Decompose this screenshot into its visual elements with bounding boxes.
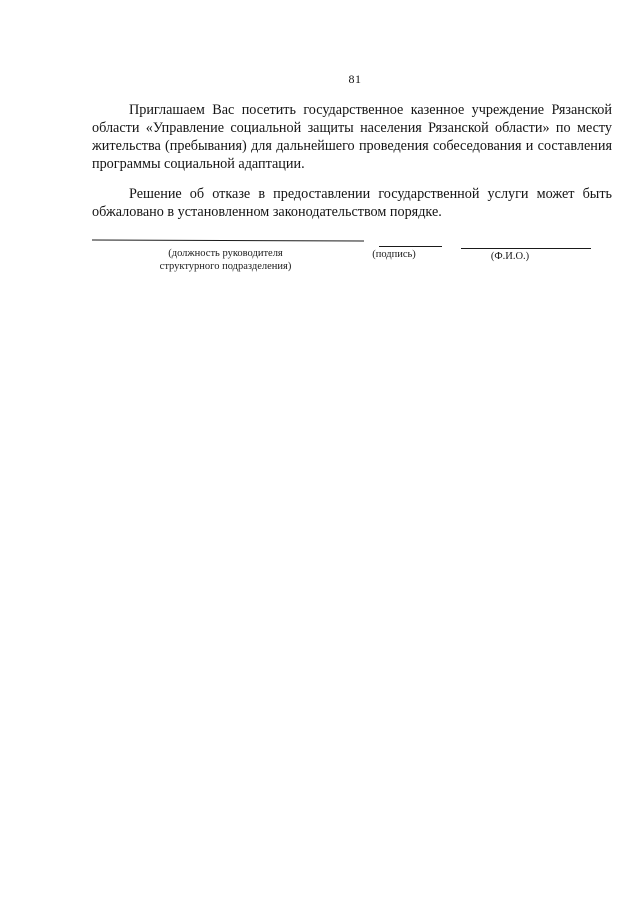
page-number: 81	[348, 72, 362, 86]
position-caption-line-1: (должность руководителя	[168, 248, 283, 259]
position-caption	[138, 247, 313, 273]
signature-caption: (подпись)	[372, 249, 416, 260]
position-caption-line-2: структурного подразделения)	[159, 261, 292, 272]
position-signature-line	[92, 240, 364, 242]
signature-line	[379, 246, 442, 247]
full-name-caption: (Ф.И.О.)	[490, 251, 530, 262]
full-name-line	[461, 248, 591, 249]
paragraph-appeal-notice: Решение об отказе в предоставлении государственной услуги может быть обжаловано в установленном законодательством порядке.	[92, 186, 612, 220]
paragraph-invitation: Приглашаем Вас посетить государственное казенное учреждение Рязанской области «Управление социальной защиты населения Рязанской области» по месту жительства (пребывания) для дальнейшего проведения собеседования и составления программы социальной адаптации.	[92, 102, 612, 172]
